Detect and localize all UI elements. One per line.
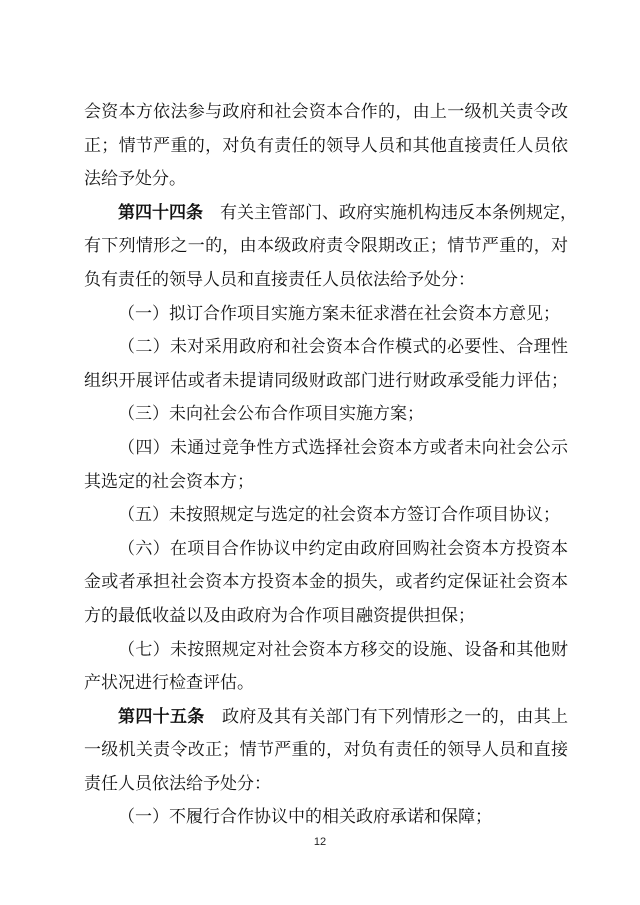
text-line: 责任人员依法给予处分： [84, 773, 271, 794]
page-number: 12 [313, 836, 327, 848]
text-line: 方的最低收益以及由政府为合作项目融资提供担保； [84, 605, 475, 626]
article-44-heading-line: 第四十四条 有关主管部门、政府实施机构违反本条例规定， [118, 202, 577, 223]
document-body [84, 96, 577, 835]
article-45-heading-line: 第四十五条 政府及其有关部门有下列情形之一的，由其上 [118, 706, 569, 727]
text-line: 负有责任的领导人员和直接责任人员依法给予处分： [84, 269, 475, 290]
text-line: 一级机关责令改正；情节严重的，对负有责任的领导人员和直接 [84, 740, 568, 761]
list-item: （七）未按照规定对社会资本方移交的设施、设备和其他财 [118, 639, 568, 660]
list-item: （五）未按照规定与选定的社会资本方签订合作项目协议； [118, 505, 560, 526]
text-line: 法给予处分。 [84, 169, 186, 190]
article-number: 第四十五条 [118, 706, 205, 727]
article-number: 第四十四条 [118, 202, 203, 223]
list-item: （一）拟订合作项目实施方案未征求潜在社会资本方意见； [118, 303, 560, 324]
text-line: 有下列情形之一的，由本级政府责令限期改正；情节严重的，对 [84, 236, 568, 257]
text-line: 会资本方依法参与政府和社会资本合作的，由上一级机关责令改 [84, 102, 568, 122]
text-line: 其选定的社会资本方； [84, 471, 254, 492]
text-line: 正；情节严重的，对负有责任的领导人员和其他直接责任人员依 [84, 135, 568, 156]
list-item: （二）未对采用政府和社会资本合作模式的必要性、合理性 [118, 337, 568, 358]
list-item: （四）未通过竞争性方式选择社会资本方或者未向社会公示 [118, 437, 568, 458]
list-item: （三）未向社会公布合作项目实施方案； [118, 404, 424, 425]
list-item: （一）不履行合作协议中的相关政府承诺和保障； [118, 807, 492, 828]
text-line: 组织开展评估或者未提请同级财政部门进行财政承受能力评估； [84, 370, 568, 391]
text-line: 产状况进行检查评估。 [84, 673, 254, 694]
text-line: 金或者承担社会资本方投资本金的损失，或者约定保证社会资本 [84, 572, 568, 593]
list-item: （六）在项目合作协议中约定由政府回购社会资本方投资本 [118, 538, 568, 559]
